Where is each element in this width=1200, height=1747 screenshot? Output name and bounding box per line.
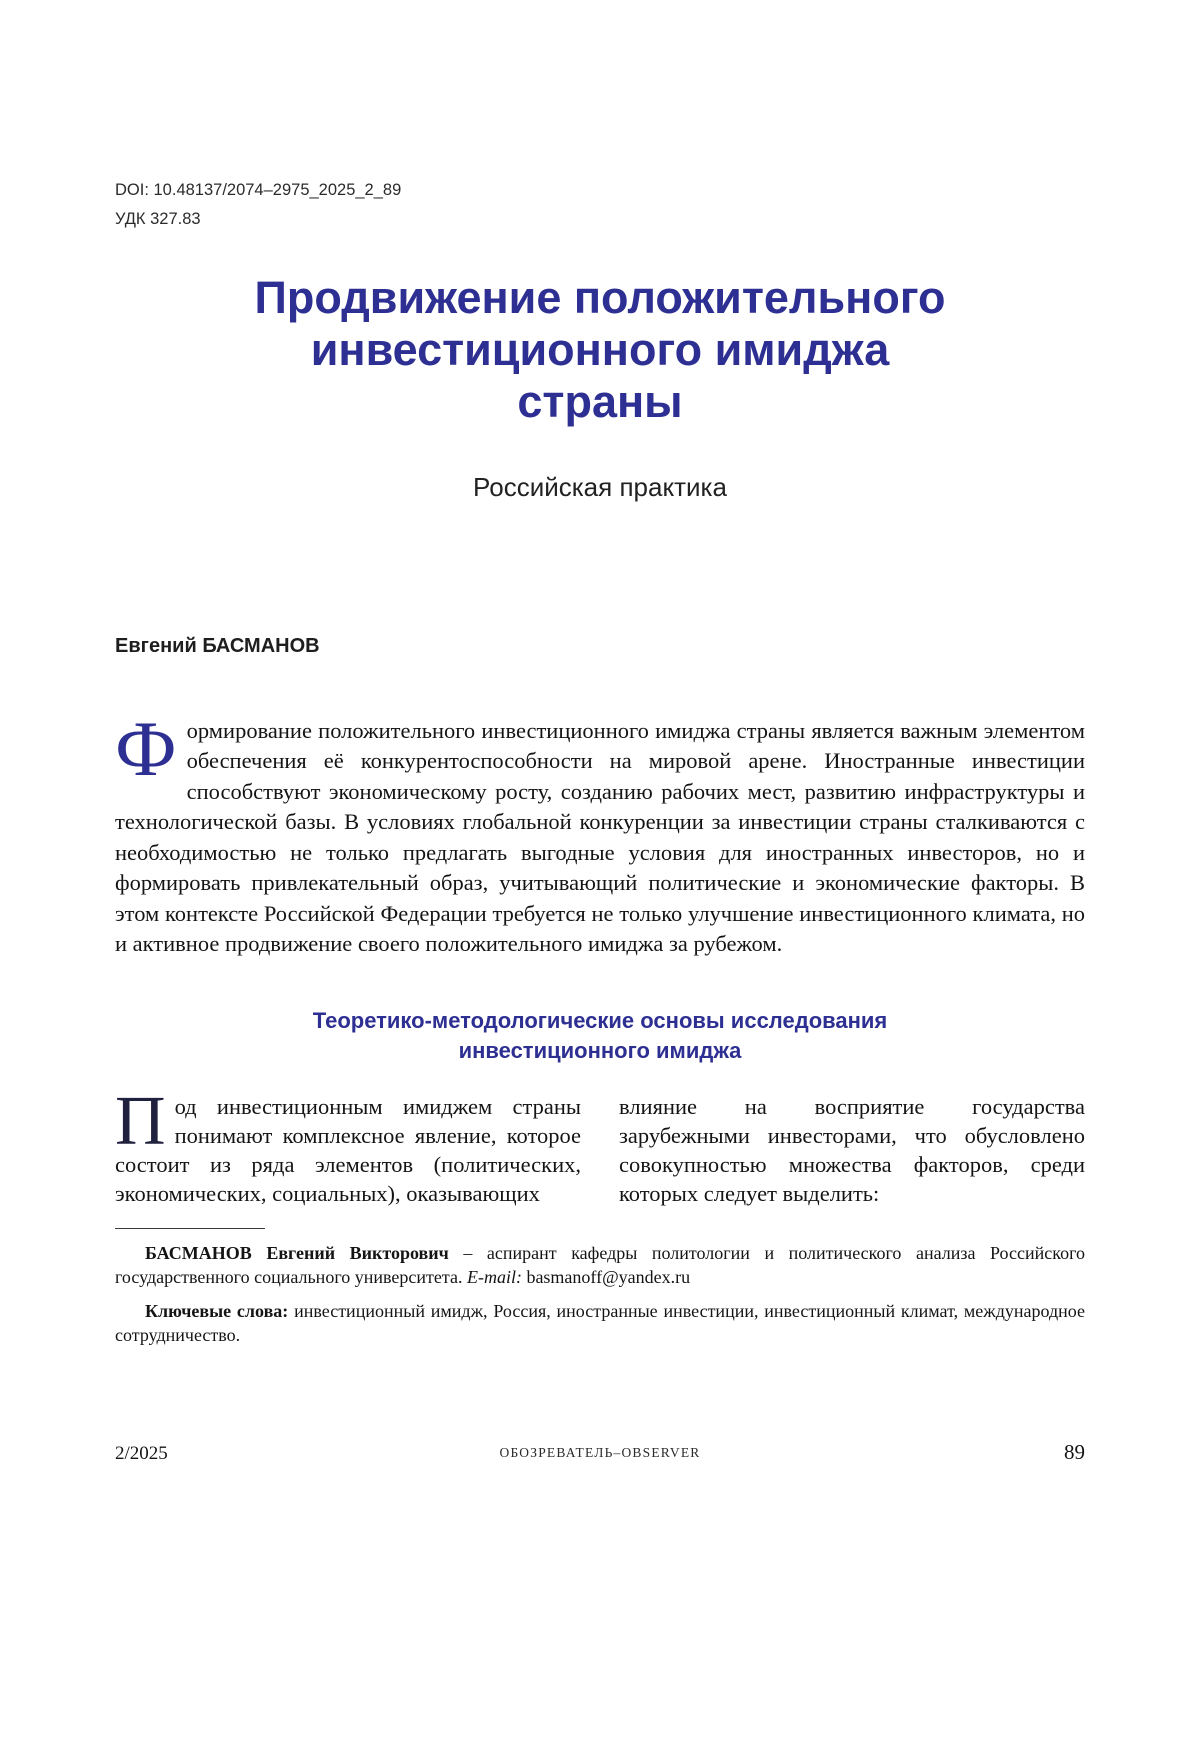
author-name: Евгений БАСМАНОВ [115, 634, 320, 657]
title-line-3: страны [517, 375, 683, 427]
lead-text: ормирование положительного инвестиционного имиджа страны является важным элементом обеспечения её конкурентоспособности на мировой арене. Иностранные инвестиции способствуют экономическому росту, созданию рабочих мест, развитию инфраструктуры и технологической базы. В условиях глобальной конкуренции за инвестиции страны сталкиваются с необходимостью не только предлагать выгодные условия для иностранных инвесторов, но и формировать привлекательный образ, учитывающий политические и экономические факторы. В этом контексте Российской Федерации требуется не только улучшение инвестиционного климата, но и активное продвижение своего положительного имиджа за рубежом. [115, 717, 1085, 957]
footnote-author [115, 1241, 1085, 1290]
article-subtitle: Российская практика [473, 471, 727, 502]
section-heading-line-2: инвестиционного имиджа [458, 1037, 742, 1063]
column-right [619, 1092, 1085, 1208]
footnote-author-name: БАСМАНОВ Евгений Викторович [145, 1242, 449, 1263]
keywords-label: Ключевые слова: [145, 1300, 289, 1321]
doi-line: DOI: 10.48137/2074–2975_2025_2_89 [115, 181, 402, 199]
page-footer [115, 1440, 1085, 1465]
section-heading [115, 1006, 1085, 1066]
email-label: E-mail: [466, 1267, 522, 1288]
column-right-text: влияние на восприятие государства зарубежными инвесторами, что обусловлено совокупностью множества факторов, среди которых следует выделить: [619, 1093, 1085, 1206]
title-line-2: инвестиционного имиджа [310, 323, 890, 375]
column-left [115, 1082, 581, 1208]
udk-line: УДК 327.83 [115, 209, 201, 228]
keywords-text: инвестиционный имидж, Россия, иностранные инвестиции, инвестиционный климат, международное сотрудничество. [115, 1300, 1085, 1346]
dropcap-letter-f: Ф [115, 704, 177, 792]
page-number: 89 [1064, 1440, 1085, 1464]
title-line-1: Продвижение положительного [254, 271, 946, 323]
footnote-divider [115, 1228, 265, 1229]
issue-number: 2/2025 [115, 1443, 168, 1464]
column-left-text: од инвестиционным имиджем страны понимают комплексное явление, которое состоит из ряда элементов (политических, экономических, социальных), оказывающих [115, 1093, 581, 1206]
article-title [115, 272, 1085, 428]
article-meta [115, 176, 1085, 234]
footnote-author-description: – аспирант кафедры политологии и политического анализа Российского государственного социального университета. [115, 1242, 1085, 1288]
lead-paragraph [115, 704, 1085, 960]
journal-name: ОБОЗРЕВАТЕЛЬ–OBSERVER [499, 1445, 701, 1460]
footnote-keywords [115, 1299, 1085, 1348]
section-heading-line-1: Теоретико-методологические основы исследования [312, 1007, 888, 1033]
dropcap-letter-p: П [115, 1082, 166, 1160]
two-column-section [115, 1082, 1085, 1208]
footnote-block [115, 1228, 1085, 1348]
email-value: basmanoff@yandex.ru [521, 1267, 691, 1288]
